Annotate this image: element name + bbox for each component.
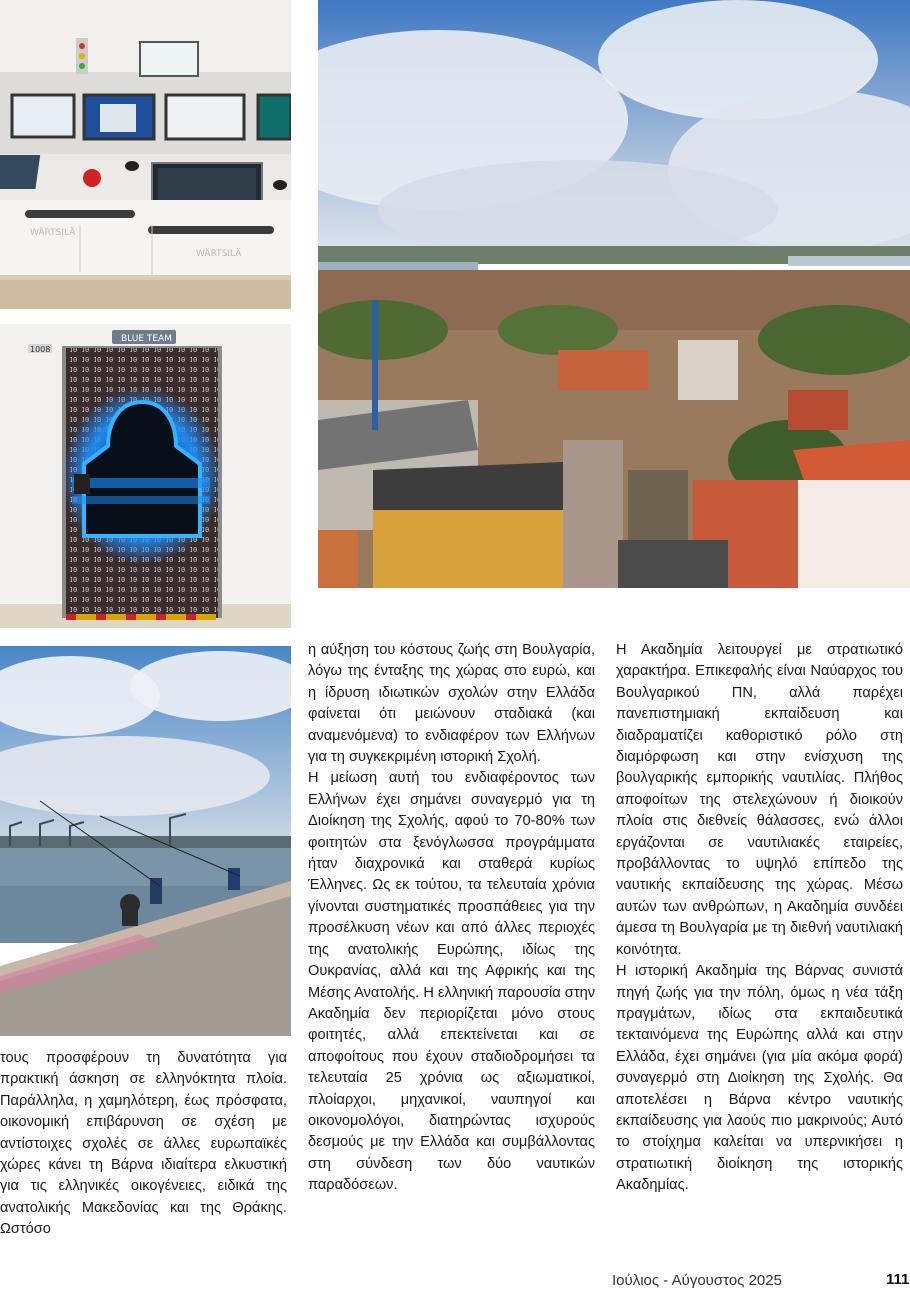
wartsila-logo-right: WÄRTSILÄ [196, 249, 242, 259]
cityscape-photo [318, 0, 910, 588]
door-photo [0, 324, 291, 628]
middle-paragraph-2: Η μείωση αυτή του ενδιαφέροντος των Ελλήνων έχει σημάνει συναγερμό για τη Διοίκηση της Σχολής, αφού το 70-80% των φοιτητών στα ξενόγλωσσα προγράμματα ήταν διαχρονικά και σταθερά κυρίως Έλληνες. Ως εκ τούτου, τα τελευταία χρόνια γίνονται συστηματικές προσπάθειες για την προσέλκυση νέων και από άλλες περιοχές της ανατολικής Ευρώπης, ιδίως της Ουκρανίας, αλλά και της Αφρικής και της Μέσης Ανατολής. Η ελληνική παρουσία στην Ακαδημία δεν περιορίζεται μόνο στους φοιτητές, αλλά επεκτείνεται και σε αποφοίτους που έχουν σταδιοδρομήσει τα τελευταία 25 χρόνια ως αξιωματικοί, πλοίαρχοι, μηχανικοί, ναυπηγοί και οικονομολόγοι, διατηρώντας ισχυρούς δεσμούς με την Ελλάδα και συμβάλλοντας στη σύνδεση των δύο ναυτικών παραδόσεων. [308, 770, 595, 1194]
text-column-left [0, 1048, 287, 1241]
blue-team-sign: BLUE TEAM [121, 334, 172, 344]
page-number: 111 [886, 1271, 910, 1288]
right-paragraph-1: Η Ακαδημία λειτουργεί με στρατιωτικό χαρακτήρα. Επικεφαλής είναι Ναύαρχος του Βουλγαρικού ΠΝ, αλλά παρέχει πανεπιστημιακή εκπαίδευση και διαδραματίζει καθοριστικό ρόλο στη διαμόρφωση και στην ενίσχυση της βουλγαρικής εμπορικής ναυτιλίας. Πλήθος αποφοίτων της στελεχώνουν ή διοικούν πλοία στις διεθνείς θάλασσες, ενώ άλλοι εργάζονται σε ναυτιλιακές εταιρείες, προβάλλοντας το υψηλό επίπεδο της ναυτικής εκπαίδευσης της χώρας. Μέσω αυτών των ανθρώπων, η Ακαδημία συνδέει άμεσα τη Βουλγαρία με τη διεθνή ναυτιλιακή κοινότητα. [616, 642, 903, 958]
text-column-right [616, 640, 903, 1197]
control-room-photo [0, 0, 291, 309]
right-paragraph-2: Η ιστορική Ακαδημία της Βάρνας συνιστά πηγή ζωής για την πόλη, όμως η νέα τάξη πραγμάτων, ιδίως στα εκπαιδευτικά τεκταινόμενα της Ευρώπης αλλά και στην Ελλάδα, έχει σημάνει (για μία ακόμα φορά) συναγερμό στη Διοίκηση της Σχολής. Θα αποτελέσει η Βάρνα κέντρο ναυτικής εκπαίδευσης για λαούς πιο μακρινούς; Αυτό το στοίχημα καλείται να υπερνικήσει η στρατιωτική διοίκηση της ιστορικής Ακαδημίας. [616, 963, 903, 1194]
harbor-photo [0, 646, 291, 1036]
text-column-middle [308, 640, 595, 1197]
wartsila-logo-left: WÄRTSILÄ [30, 228, 76, 238]
middle-paragraph-1: η αύξηση του κόστους ζωής στη Βουλγαρία, λόγω της ένταξης της χώρας στο ευρώ, και η ίδρυση ιδιωτικών σχολών στην Ελλάδα φαίνεται ότι μειώνουν σταδιακά (και αναμενόμενα) το ενδιαφέρον των Ελλήνων για τη συγκεκριμένη ιστορική Σχολή. [308, 642, 595, 766]
room-number: 1008 [30, 345, 51, 354]
left-paragraph-1: τους προσφέρουν τη δυνατότητα για πρακτική άσκηση σε ελληνόκτητα πλοία. Παράλληλα, η χαμηλότερη, έως πρόσφατα, οικονομική επιβάρυνση σε σχέση με αντίστοιχες σχολές σε άλλες ευρωπαϊκές χώρες κάνει τη Βάρνα ιδιαίτερα ελκυστική για τις ελληνικές οικογένειες, ειδικά της ανατολικής Μακεδονίας και της Θράκης. Ωστόσο [0, 1050, 287, 1238]
footer-issue-date: Ιούλιος - Αύγουστος 2025 [612, 1272, 782, 1289]
